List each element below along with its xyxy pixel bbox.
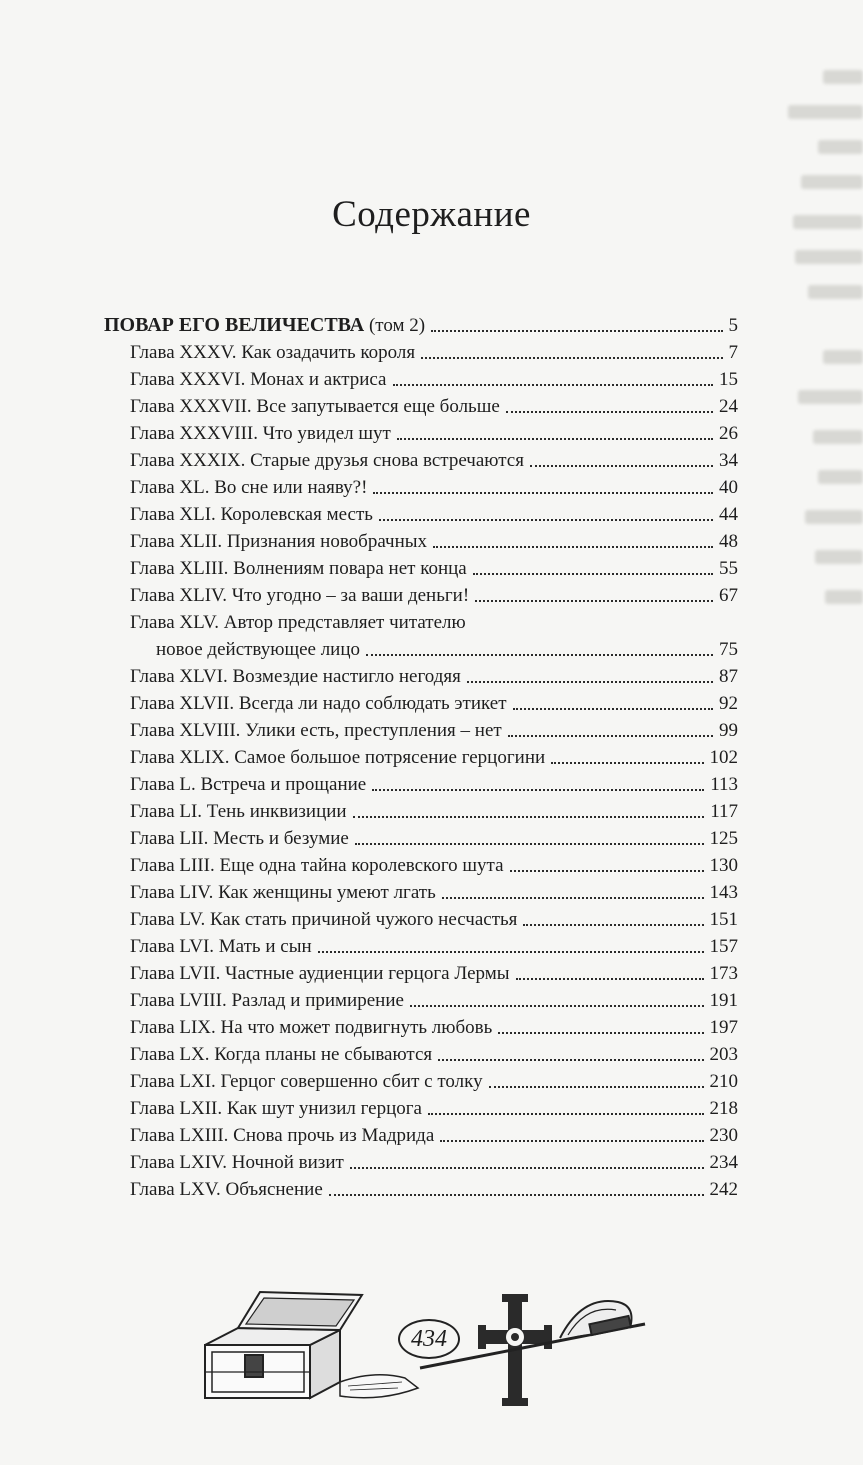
toc-entry-row xyxy=(130,580,738,607)
entry-label: Глава XL. Во сне или наяву?! xyxy=(130,477,368,498)
entry-label: Глава XXXVI. Монах и актриса xyxy=(130,369,387,390)
leader-dots xyxy=(373,492,713,494)
toc-entry-row xyxy=(130,364,738,391)
leader-dots xyxy=(523,924,703,926)
entry-label: Глава XLIV. Что угодно – за ваши деньги! xyxy=(130,585,470,606)
entry-label-continuation: новое действующее лицо xyxy=(156,639,361,660)
leader-dots xyxy=(498,1032,703,1034)
entry-label: Глава XLIII. Волнениям повара нет конца xyxy=(130,558,467,579)
entry-label: Глава LVIII. Разлад и примирение xyxy=(130,990,404,1011)
entry-page: 218 xyxy=(709,1098,738,1119)
toc-entry-row xyxy=(130,418,738,445)
entry-label: Глава XLII. Признания новобрачных xyxy=(130,531,428,552)
entry-page: 234 xyxy=(709,1152,738,1173)
entry-label: Глава XLIX. Самое большое потрясение герцогини xyxy=(130,747,546,768)
entry-label: Глава XXXVIII. Что увидел шут xyxy=(130,423,391,444)
toc-entry-row xyxy=(130,1147,738,1174)
toc-entry-row xyxy=(130,553,738,580)
entry-page: 55 xyxy=(719,558,738,579)
toc-entry-row xyxy=(130,985,738,1012)
scroll-icon xyxy=(340,1375,418,1398)
toc-entry-row xyxy=(130,715,738,742)
entry-page: 130 xyxy=(709,855,738,876)
leader-dots xyxy=(510,870,704,872)
leader-dots xyxy=(350,1167,704,1169)
entry-label: Глава XLV. Автор представляет читателю xyxy=(130,612,466,633)
entry-page: 173 xyxy=(709,963,738,984)
entry-page: 191 xyxy=(709,990,738,1011)
section-title: ПОВАР ЕГО ВЕЛИЧЕСТВА xyxy=(104,314,365,336)
leader-dots xyxy=(372,789,704,791)
entry-page: 87 xyxy=(719,666,738,687)
leader-dots xyxy=(473,573,713,575)
entry-page: 34 xyxy=(719,450,738,471)
entry-page: 26 xyxy=(719,423,738,444)
leader-dots xyxy=(530,465,713,467)
entry-label: Глава LVI. Мать и сын xyxy=(130,936,312,957)
treasure-chest-icon xyxy=(205,1292,362,1398)
entry-label: Глава LX. Когда планы не сбываются xyxy=(130,1044,433,1065)
leader-dots xyxy=(475,600,713,602)
entry-page: 67 xyxy=(719,585,738,606)
entry-label: Глава XLVII. Всегда ли надо соблюдать этикет xyxy=(130,693,507,714)
entry-label: Глава LIV. Как женщины умеют лгать xyxy=(130,882,436,903)
entry-page: 92 xyxy=(719,693,738,714)
leader-dots xyxy=(355,843,704,845)
leader-dots xyxy=(433,546,713,548)
entry-label: Глава LIX. На что может подвигнуть любовь xyxy=(130,1017,493,1038)
leader-dots xyxy=(421,357,722,359)
toc-entry-row xyxy=(130,688,738,715)
leader-dots xyxy=(431,330,722,332)
leader-dots xyxy=(329,1194,704,1196)
entry-page: 24 xyxy=(719,396,738,417)
toc-entry-row xyxy=(130,877,738,904)
toc-entry-row xyxy=(130,661,738,688)
entry-label: Глава XLI. Королевская месть xyxy=(130,504,373,525)
entry-page: 117 xyxy=(710,801,738,822)
entry-label: Глава L. Встреча и прощание xyxy=(130,774,367,795)
toc-entry-row xyxy=(130,1012,738,1039)
entry-label: Глава LV. Как стать причиной чужого несчастья xyxy=(130,909,518,930)
toc-entry-row xyxy=(130,445,738,472)
toc-section-row xyxy=(104,310,738,337)
toc-entry-row xyxy=(130,931,738,958)
page-number: 434 xyxy=(398,1319,460,1359)
toc-entry-row xyxy=(130,742,738,769)
entry-page: 40 xyxy=(719,477,738,498)
entry-page: 15 xyxy=(719,369,738,390)
toc-entry-row xyxy=(130,1093,738,1120)
entry-label: Глава LVII. Частные аудиенции герцога Лермы xyxy=(130,963,510,984)
entry-label: Глава XLVI. Возмездие настигло негодяя xyxy=(130,666,461,687)
leader-dots xyxy=(489,1086,704,1088)
toc-entry-continuation xyxy=(156,634,738,661)
toc-entry-row xyxy=(130,499,738,526)
entry-label: Глава LXI. Герцог совершенно сбит с толку xyxy=(130,1071,483,1092)
entry-page: 7 xyxy=(728,342,738,363)
leader-dots xyxy=(428,1113,704,1115)
footer-ornament xyxy=(190,1290,650,1410)
leader-dots xyxy=(397,438,713,440)
toc-entry-row xyxy=(130,607,738,634)
entry-label: Глава LXIV. Ночной визит xyxy=(130,1152,344,1173)
toc-entry-row xyxy=(130,904,738,931)
leader-dots xyxy=(440,1140,703,1142)
entry-label: Глава XLVIII. Улики есть, преступления – нет xyxy=(130,720,502,741)
entry-label: Глава XXXVII. Все запутывается еще больше xyxy=(130,396,500,417)
leader-dots xyxy=(410,1005,704,1007)
entry-page: 157 xyxy=(709,936,738,957)
toc-entry-row xyxy=(130,472,738,499)
entry-label: Глава XXXV. Как озадачить короля xyxy=(130,342,416,363)
leader-dots xyxy=(379,519,713,521)
leader-dots xyxy=(438,1059,703,1061)
entry-page: 48 xyxy=(719,531,738,552)
toc-entry-row xyxy=(130,850,738,877)
page-title: Содержание xyxy=(332,194,531,235)
entry-page: 125 xyxy=(709,828,738,849)
leader-dots xyxy=(467,681,713,683)
entry-page: 75 xyxy=(719,639,738,660)
toc-entry-row xyxy=(130,769,738,796)
toc-entry-row xyxy=(130,823,738,850)
leader-dots xyxy=(508,735,713,737)
facing-page-bleed xyxy=(753,50,863,670)
leader-dots xyxy=(513,708,713,710)
leader-dots xyxy=(442,897,704,899)
section-page: 5 xyxy=(728,315,738,336)
entry-label: Глава LXIII. Снова прочь из Мадрида xyxy=(130,1125,435,1146)
leader-dots xyxy=(318,951,704,953)
leader-dots xyxy=(393,384,714,386)
toc-entry-row xyxy=(130,391,738,418)
entry-page: 44 xyxy=(719,504,738,525)
toc-entry-row xyxy=(130,1120,738,1147)
entry-page: 113 xyxy=(710,774,738,795)
toc-entry-row xyxy=(130,526,738,553)
entry-page: 197 xyxy=(709,1017,738,1038)
toc-entry-row xyxy=(130,958,738,985)
leader-dots xyxy=(551,762,703,764)
leader-dots xyxy=(353,816,705,818)
toc-entry-row xyxy=(130,1039,738,1066)
leader-dots xyxy=(516,978,704,980)
section-volume: (том 2) xyxy=(368,315,426,336)
entry-page: 230 xyxy=(709,1125,738,1146)
entry-label: Глава XXXIX. Старые друзья снова встречаются xyxy=(130,450,524,471)
entry-page: 151 xyxy=(709,909,738,930)
entry-label: Глава LXV. Объяснение xyxy=(130,1179,323,1200)
entry-label: Глава LI. Тень инквизиции xyxy=(130,801,347,822)
entry-page: 99 xyxy=(719,720,738,741)
entry-label: Глава LII. Месть и безумие xyxy=(130,828,349,849)
toc-entry-row xyxy=(130,337,738,364)
entry-page: 210 xyxy=(709,1071,738,1092)
toc-entry-row xyxy=(130,1066,738,1093)
leader-dots xyxy=(366,654,713,656)
entry-page: 242 xyxy=(709,1179,738,1200)
section-label xyxy=(104,314,425,337)
entry-page: 203 xyxy=(709,1044,738,1065)
entry-label: Глава LIII. Еще одна тайна королевского шута xyxy=(130,855,504,876)
toc-entry-row xyxy=(130,796,738,823)
leader-dots xyxy=(506,411,713,413)
entry-page: 143 xyxy=(709,882,738,903)
entry-label: Глава LXII. Как шут унизил герцога xyxy=(130,1098,422,1119)
entry-page: 102 xyxy=(709,747,738,768)
toc-entry-row xyxy=(130,1174,738,1201)
